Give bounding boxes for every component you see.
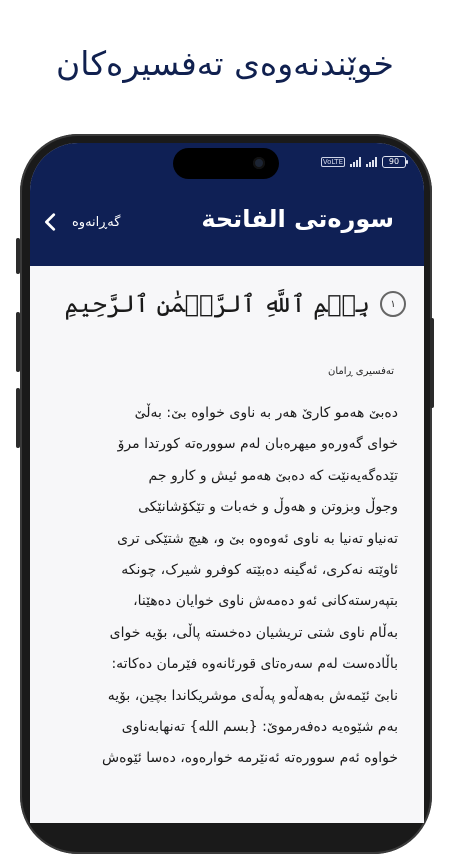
signal-icon <box>366 157 377 167</box>
tafsir-line: نابێ ئێمەش بەهەڵەو پەڵەی موشریکاندا بچین، بۆیە <box>107 687 398 704</box>
dynamic-island <box>173 148 279 179</box>
promo-title: خوێندنەوەی تەفسیرەکان <box>56 44 394 83</box>
tafsir-line: بەم شێوەیە دەفەرموێ: {بسم الله} تەنهابەناوی <box>121 719 398 736</box>
tafsir-label: تەفسیری ڕامان <box>327 366 394 377</box>
phone-side-button <box>16 312 20 372</box>
back-label: گەڕانەوە <box>72 214 121 230</box>
battery-icon: 90 <box>382 156 406 168</box>
camera-icon <box>253 157 265 169</box>
tafsir-line: خواوە ئەم سوورەتە ئەنێرمە خوارەوە، دەسا ئێوەش <box>102 750 398 767</box>
tafsir-line: وجوڵ وبزوتن و هەوڵ و خەبات و تێکۆشانێکی <box>138 499 398 516</box>
phone-side-button <box>16 388 20 448</box>
phone-screen <box>30 143 424 823</box>
phone-side-button <box>16 238 20 274</box>
signal-icon <box>350 157 361 167</box>
ayah-number-badge: ١ <box>380 291 406 317</box>
tafsir-line: بەڵام ناوی شتی تریشیان دەخستە پاڵی، بۆیە خوای <box>109 624 398 641</box>
tafsir-line: تەنیاو تەنیا بە ناوی ئەوەوە بێ و، هیچ شتێکی تری <box>117 530 398 547</box>
ayah-text: بِسۡمِ ٱللَّهِ ٱلرَّحۡمَٰنِ ٱلرَّحِيمِ <box>64 290 370 318</box>
content-area[interactable] <box>30 266 424 823</box>
tafsir-line: تێدەگەیەنێت کە دەبێ هەمو ئیش و کارو جم <box>148 467 398 484</box>
tafsir-text <box>44 398 398 775</box>
status-bar <box>321 155 406 169</box>
tafsir-line: باڵادەست لەم سەرەتای قورئانەوە فێرمان دەکاتە: <box>111 656 398 673</box>
tafsir-line: بتپەرستەکانی ئەو دەمەش ناوی خوایان دەهێنا، <box>133 593 398 610</box>
chevron-left-icon <box>40 211 62 233</box>
page-title: سورەتی الفاتحة <box>201 205 394 233</box>
back-button[interactable] <box>40 207 120 237</box>
tafsir-line: ئاوێتە نەکری، ئەگینە دەبێتە کوفرو شیرک، چونکە <box>121 562 398 579</box>
app-bar <box>30 143 424 266</box>
tafsir-line: دەبێ هەمو کارێ هەر بە ناوی خواوە بێ: بەڵێ <box>134 405 398 421</box>
ayah-row <box>65 290 407 318</box>
tafsir-line: خوای گەورەو میهرەبان لەم سوورەتە کورتدا مرۆ <box>117 436 398 453</box>
phone-side-button <box>430 318 434 408</box>
volte-icon: VoLTE <box>322 158 343 166</box>
